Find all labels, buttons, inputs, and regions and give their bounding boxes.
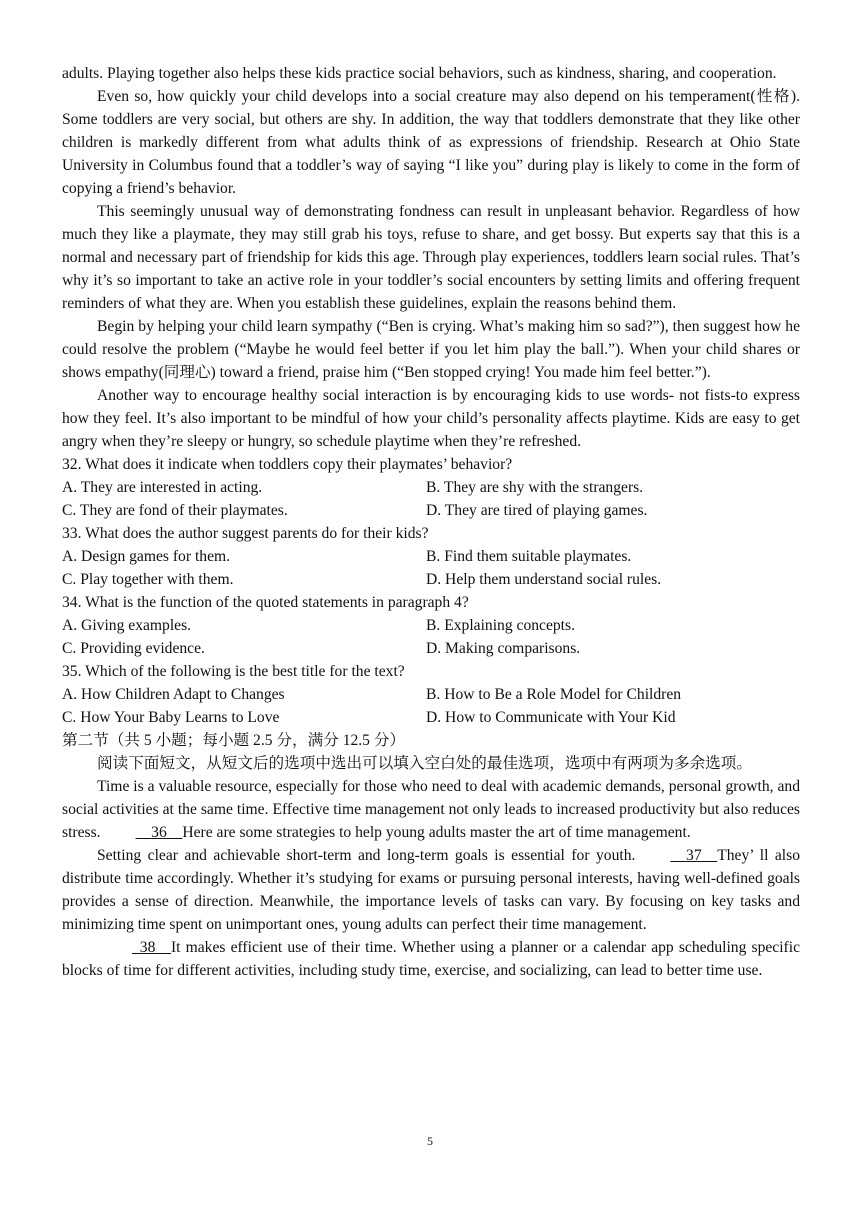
page-number: 5 [427, 1134, 433, 1148]
blank-36 [101, 821, 183, 844]
option-a: A. They are interested in acting. [62, 479, 263, 496]
question-35 [62, 660, 800, 729]
blank-37 [635, 844, 717, 867]
paragraph-6-part-1: Time is a valuable resource, especially for those who need to deal with academic demands, personal growth, and social activities at the same time. Effective time management not only leads to increased productivity but also reduces stress. [62, 778, 800, 841]
option-d: D. How to Communicate with Your Kid [426, 709, 676, 726]
paragraph-3: This seemingly unusual way of demonstrating fondness can result in unpleasant behavior. Regardless of how much they like a playmate, they may still grab his toys, refuse to share, and get bossy. But experts say that this is a normal and necessary part of friendship for kids this age. Through play experiences, toddlers learn social rules. That’s why it’s so important to take an active role in your toddler’s social encounters by setting limits and offering frequent reminders of what they are. When you establish these guidelines, explain the reasons behind them. [62, 203, 800, 312]
section-heading: 第二节（共 5 小题；每小题 2.5 分，满分 12.5 分） [62, 732, 406, 749]
option-b: B. Find them suitable playmates. [426, 548, 632, 565]
paragraph-8 [62, 936, 800, 982]
paragraph-7-part-1: Setting clear and achievable short-term and long-term goals is essential for youth. [97, 847, 636, 864]
option-b: B. How to Be a Role Model for Children [426, 686, 682, 703]
option-d: D. Making comparisons. [426, 640, 581, 657]
paragraph-8-text: It makes efficient use of their time. Whether using a planner or a calendar app scheduling specific blocks of time for different activities, including study time, exercise, and socializing, can lead to better time use. [62, 939, 800, 979]
blank-38 [97, 936, 171, 959]
blank-37-number: 37 [686, 847, 702, 864]
paragraph-5: Another way to encourage healthy social interaction is by encouraging kids to use words- not fists-to express how they feel. It’s also important to be mindful of how your child’s personality affects playtime. Kids are easy to get angry when they’re sleepy or hungry, so schedule playtime when they’re refreshed. [62, 387, 800, 450]
question-stem: 35. Which of the following is the best title for the text? [62, 663, 405, 680]
option-c: C. How Your Baby Learns to Love [62, 709, 280, 726]
question-stem: 34. What is the function of the quoted statements in paragraph 4? [62, 594, 469, 611]
option-c: C. They are fond of their playmates. [62, 502, 288, 519]
question-stem: 33. What does the author suggest parents do for their kids? [62, 525, 429, 542]
option-c: C. Play together with them. [62, 571, 234, 588]
paragraph-2: Even so, how quickly your child develops into a social creature may also depend on his temperament(性格). Some toddlers are very social, but others are shy. In addition, the way that toddlers demonstrate that they like other children is markedly different from what adults think of as expressions of friendship. Research at Ohio State University in Columbus found that a toddler’s way of saying “I like you” during play is likely to come in the form of copying a friend’s behavior. [62, 88, 800, 197]
option-b: B. They are shy with the strangers. [426, 479, 644, 496]
option-a: A. Design games for them. [62, 548, 231, 565]
option-b: B. Explaining concepts. [426, 617, 575, 634]
question-34 [62, 591, 800, 660]
paragraph-7 [62, 844, 800, 936]
question-33 [62, 522, 800, 591]
option-a: A. Giving examples. [62, 617, 192, 634]
option-c: C. Providing evidence. [62, 640, 205, 657]
option-a: A. How Children Adapt to Changes [62, 686, 285, 703]
paragraph-4: Begin by helping your child learn sympathy (“Ben is crying. What’s making him so sad?”), then suggest how he could resolve the problem (“Maybe he would feel better if you let him play the ball.”). When your child shares or shows empathy(同理心) toward a friend, praise him (“Ben stopped crying! You made him feel better.”). [62, 318, 800, 381]
option-d: D. Help them understand social rules. [426, 571, 662, 588]
paragraph-7-part-2: They’ ll also distribute time accordingly. Whether it’s studying for exams or pursuing personal interests, having well-defined goals provides a sense of direction. Meanwhile, the importance levels of tasks can vary. By focusing on key tasks and minimizing time spent on unimportant ones, young adults can perfect their time management. [62, 847, 801, 933]
paragraph-6 [62, 775, 800, 844]
paragraph-6-part-2: Here are some strategies to help young adults master the art of time management. [182, 824, 691, 841]
section-instruction: 阅读下面短文，从短文后的选项中选出可以填入空白处的最佳选项，选项中有两项为多余选项。 [97, 755, 752, 772]
question-stem: 32. What does it indicate when toddlers copy their playmates’ behavior? [62, 456, 513, 473]
option-d: D. They are tired of playing games. [426, 502, 648, 519]
text-column [62, 62, 800, 982]
blank-38-number: 38 [139, 939, 156, 956]
question-32 [62, 453, 800, 522]
paragraph-1-tail: adults. Playing together also helps these kids practice social behaviors, such as kindness, sharing, and cooperation. [62, 65, 777, 82]
blank-36-number: 36 [151, 824, 167, 841]
